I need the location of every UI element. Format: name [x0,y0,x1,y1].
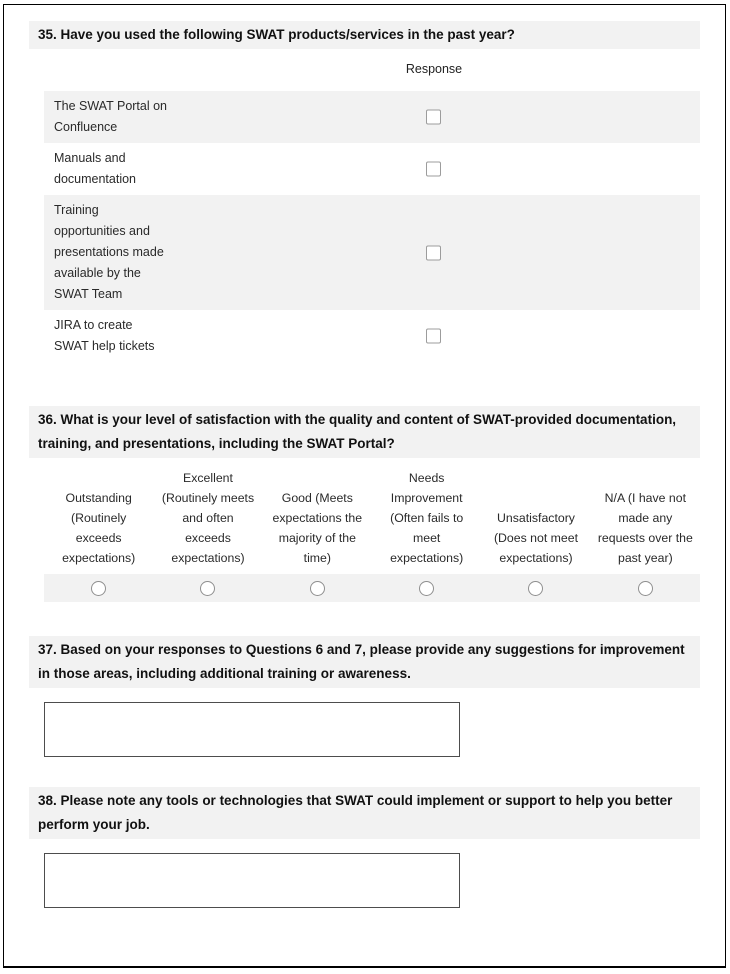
checkbox-manuals[interactable] [426,162,441,177]
row-label: JIRA to create SWAT help tickets [54,318,155,353]
radio-outstanding[interactable] [91,581,106,596]
q38-answer-textarea[interactable] [44,853,460,908]
table-row [44,310,700,362]
table-row [44,143,700,195]
q35-table [44,91,700,362]
response-column-header: Response [405,62,463,76]
q36-radio-row [44,574,700,602]
scale-option-label: Outstanding (Routinely exceeds expectations) [62,491,136,565]
table-row [44,91,700,143]
question-37-title: 37. Based on your responses to Questions 6 and 7, please provide any suggestions for improvement in those areas, including additional training or awareness. [29,636,700,688]
question-36-title: 36. What is your level of satisfaction with the quality and content of SWAT-provided documentation, training, and presentations, including the SWAT Portal? [29,406,700,458]
survey-page [3,4,726,968]
checkbox-swat-portal[interactable] [426,110,441,125]
scale-option-label: Good (Meets expectations the majority of the time) [272,491,363,565]
row-label: The SWAT Portal on Confluence [54,99,168,134]
question-37-section [29,636,700,757]
question-38-section [29,787,700,908]
question-35-title: 35. Have you used the following SWAT products/services in the past year? [29,21,700,49]
scale-option-label: N/A (I have not made any requests over the past year) [597,491,693,565]
radio-na[interactable] [638,581,653,596]
radio-good[interactable] [310,581,325,596]
radio-needs-improvement[interactable] [419,581,434,596]
response-column-header-row [44,62,700,80]
row-label: Manuals and documentation [54,151,137,186]
scale-option-label: Unsatisfactory (Does not meet expectations) [493,511,579,565]
question-36-section [29,406,700,602]
question-35-section [29,21,700,362]
q37-answer-textarea[interactable] [44,702,460,757]
row-label: Training opportunities and presentations made available by the SWAT Team [54,203,164,301]
question-38-title: 38. Please note any tools or technologies that SWAT could implement or support to help you better perform your job. [29,787,700,839]
checkbox-jira[interactable] [426,329,441,344]
radio-unsatisfactory[interactable] [528,581,543,596]
q36-scale-labels [44,468,700,568]
radio-excellent[interactable] [200,581,215,596]
scale-option-label: Needs Improvement (Often fails to meet expectations) [390,471,464,565]
checkbox-training[interactable] [426,245,441,260]
scale-option-label: Excellent (Routinely meets and often exceeds expectations) [161,471,255,565]
table-row [44,195,700,310]
